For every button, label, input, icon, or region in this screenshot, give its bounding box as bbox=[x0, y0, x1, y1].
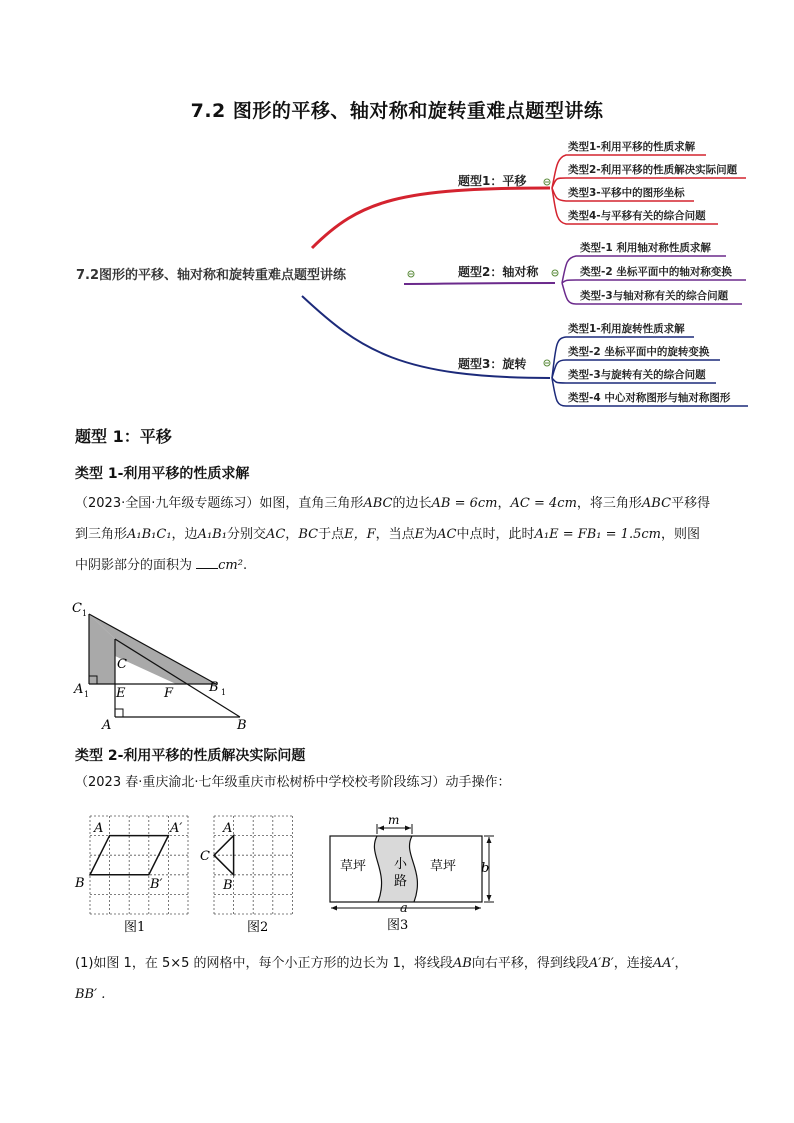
svg-text:a: a bbox=[400, 901, 408, 916]
label-B1: B bbox=[209, 680, 219, 695]
mm-item-r3: 类型-3与轴对称有关的综合问题 bbox=[580, 290, 729, 302]
svg-text:小: 小 bbox=[394, 857, 408, 872]
lawn-right: 草坪 bbox=[430, 859, 457, 874]
problem1-line2: 到三角形A₁B₁C₁，边A₁B₁分别交AC，BC于点E，F，当点E为AC中点时，此时A₁E = FB₁ = 1.5cm，则图 bbox=[75, 527, 700, 542]
caption-fig1: 图1 bbox=[124, 920, 146, 935]
svg-text:m: m bbox=[388, 813, 400, 827]
svg-text:A′: A′ bbox=[170, 821, 183, 836]
branch-curve-translation bbox=[312, 188, 550, 248]
svg-text:A: A bbox=[223, 821, 233, 836]
label-E: E bbox=[116, 686, 126, 701]
label-A: A bbox=[102, 718, 112, 733]
svg-text:1: 1 bbox=[84, 690, 90, 699]
branch-label-translation: 题型1：平移 bbox=[458, 174, 527, 188]
mm-item-t3: 类型3-平移中的图形坐标 bbox=[568, 187, 685, 199]
page-title: 7.2 图形的平移、轴对称和旋转重难点题型讲练 bbox=[190, 100, 604, 122]
label-C1: C bbox=[72, 601, 82, 616]
mm-item-o3: 类型-3与旋转有关的综合问题 bbox=[568, 369, 706, 381]
answer-blank bbox=[196, 556, 218, 569]
question1-text: (1)如图 1，在 5×5 的网格中，每个小正方形的边长为 1，将线段AB向右平移，得到线段A′B′，连接AA′， BB′ . bbox=[75, 956, 688, 1002]
svg-text:1: 1 bbox=[221, 688, 227, 697]
mm-item-t1: 类型1-利用平移的性质求解 bbox=[568, 141, 696, 153]
label-B: B bbox=[237, 718, 247, 733]
mm-item-r2: 类型-2 坐标平面中的轴对称变换 bbox=[580, 266, 732, 278]
mm-item-o4: 类型-4 中心对称图形与轴对称图形 bbox=[568, 392, 731, 404]
label-F: F bbox=[164, 686, 174, 701]
triangle-figure bbox=[66, 596, 256, 736]
section-heading: 题型 1：平移 bbox=[75, 427, 172, 446]
label-A1: A bbox=[74, 682, 84, 697]
grid-figure-2 bbox=[196, 812, 306, 938]
problem1-text bbox=[75, 488, 725, 581]
problem1-line1: （2023·全国·九年级专题练习）如图，直角三角形ABC的边长AB = 6cm，AC = 4cm，将三角形ABC平移得 bbox=[75, 496, 711, 511]
branch-label-rotation: 题型3：旋转 bbox=[458, 357, 527, 371]
label-C: C bbox=[117, 657, 127, 672]
mm-item-o1: 类型1-利用旋转性质求解 bbox=[568, 323, 685, 335]
caption-fig2: 图2 bbox=[247, 920, 269, 935]
caption-fig3: 图3 bbox=[387, 918, 409, 933]
svg-text:b: b bbox=[481, 861, 490, 876]
branch-label-reflection: 题型2：轴对称 bbox=[458, 265, 539, 279]
mm-item-t4: 类型4-与平移有关的综合问题 bbox=[568, 210, 706, 222]
svg-text:A: A bbox=[94, 821, 104, 836]
branch-curve-reflection bbox=[404, 283, 555, 284]
lawn-figure bbox=[322, 810, 502, 938]
mm-item-o2: 类型-2 坐标平面中的旋转变换 bbox=[568, 346, 710, 358]
mindmap-root: 7.2图形的平移、轴对称和旋转重难点题型讲练 bbox=[76, 268, 347, 283]
svg-text:B: B bbox=[223, 878, 233, 893]
mm-item-t2: 类型2-利用平移的性质解决实际问题 bbox=[568, 164, 738, 176]
svg-text:C: C bbox=[200, 849, 210, 864]
svg-text:路: 路 bbox=[394, 874, 408, 889]
lawn-left: 草坪 bbox=[340, 859, 367, 874]
svg-text:B′: B′ bbox=[150, 877, 163, 892]
type2-heading: 类型 2-利用平移的性质解决实际问题 bbox=[75, 748, 306, 764]
type1-heading: 类型 1-利用平移的性质求解 bbox=[75, 466, 250, 482]
mind-map bbox=[0, 130, 794, 415]
svg-text:1: 1 bbox=[82, 609, 88, 618]
problem1-line3: 中阴影部分的面积为 cm². bbox=[75, 558, 248, 573]
problem2-source: （2023 春·重庆渝北·七年级重庆市松树桥中学校校考阶段练习）动手操作： bbox=[75, 775, 511, 790]
grid-figure-1 bbox=[70, 812, 200, 938]
mm-item-r1: 类型-1 利用轴对称性质求解 bbox=[580, 242, 711, 254]
svg-text:B: B bbox=[75, 876, 85, 891]
